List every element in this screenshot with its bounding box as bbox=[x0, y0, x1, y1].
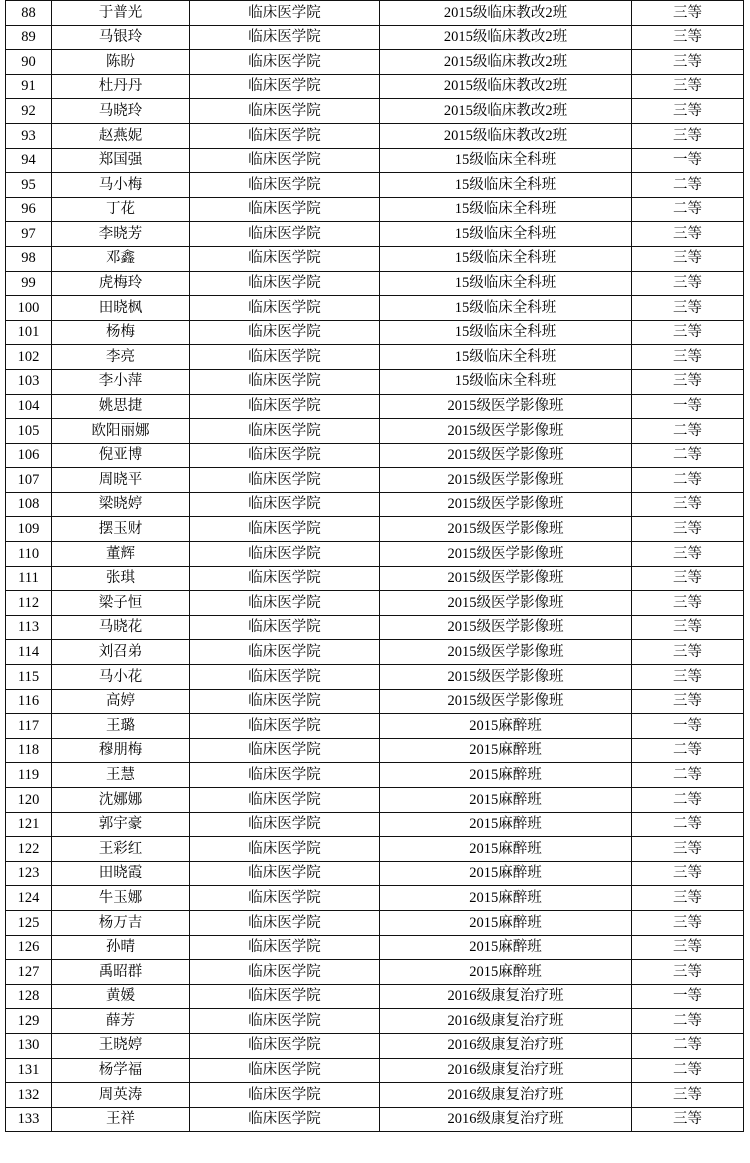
class-name: 2015级医学影像班 bbox=[380, 419, 632, 444]
row-number: 128 bbox=[6, 984, 52, 1009]
row-number: 92 bbox=[6, 99, 52, 124]
award-grade: 三等 bbox=[632, 886, 744, 911]
college-name: 临床医学院 bbox=[190, 246, 380, 271]
award-grade: 三等 bbox=[632, 910, 744, 935]
class-name: 2015麻醉班 bbox=[380, 763, 632, 788]
college-name: 临床医学院 bbox=[190, 296, 380, 321]
class-name: 2015麻醉班 bbox=[380, 886, 632, 911]
table-row bbox=[6, 861, 744, 886]
award-grade: 一等 bbox=[632, 148, 744, 173]
student-name: 李小萍 bbox=[52, 369, 190, 394]
student-name: 王璐 bbox=[52, 714, 190, 739]
row-number: 104 bbox=[6, 394, 52, 419]
college-name: 临床医学院 bbox=[190, 1, 380, 26]
student-name: 于普光 bbox=[52, 1, 190, 26]
class-name: 2015级临床教改2班 bbox=[380, 123, 632, 148]
table-row bbox=[6, 99, 744, 124]
table-row bbox=[6, 173, 744, 198]
table-row bbox=[6, 591, 744, 616]
award-grade: 一等 bbox=[632, 984, 744, 1009]
row-number: 112 bbox=[6, 591, 52, 616]
student-name: 丁花 bbox=[52, 197, 190, 222]
row-number: 121 bbox=[6, 812, 52, 837]
class-name: 15级临床全科班 bbox=[380, 271, 632, 296]
row-number: 122 bbox=[6, 837, 52, 862]
college-name: 临床医学院 bbox=[190, 197, 380, 222]
award-grade: 二等 bbox=[632, 173, 744, 198]
award-grade: 三等 bbox=[632, 591, 744, 616]
college-name: 临床医学院 bbox=[190, 1083, 380, 1108]
class-name: 2015麻醉班 bbox=[380, 960, 632, 985]
award-grade: 三等 bbox=[632, 99, 744, 124]
student-name: 马晓花 bbox=[52, 615, 190, 640]
college-name: 临床医学院 bbox=[190, 689, 380, 714]
student-name: 郑国强 bbox=[52, 148, 190, 173]
class-name: 2015麻醉班 bbox=[380, 788, 632, 813]
award-grade: 一等 bbox=[632, 714, 744, 739]
student-name: 牛玉娜 bbox=[52, 886, 190, 911]
college-name: 临床医学院 bbox=[190, 1009, 380, 1034]
student-name: 梁子恒 bbox=[52, 591, 190, 616]
table-row bbox=[6, 640, 744, 665]
class-name: 2016级康复治疗班 bbox=[380, 984, 632, 1009]
student-name: 王晓婷 bbox=[52, 1033, 190, 1058]
row-number: 114 bbox=[6, 640, 52, 665]
class-name: 15级临床全科班 bbox=[380, 345, 632, 370]
college-name: 临床医学院 bbox=[190, 738, 380, 763]
table-row bbox=[6, 1033, 744, 1058]
row-number: 127 bbox=[6, 960, 52, 985]
award-grade: 三等 bbox=[632, 1083, 744, 1108]
row-number: 116 bbox=[6, 689, 52, 714]
college-name: 临床医学院 bbox=[190, 542, 380, 567]
class-name: 2015级医学影像班 bbox=[380, 640, 632, 665]
class-name: 15级临床全科班 bbox=[380, 148, 632, 173]
college-name: 临床医学院 bbox=[190, 1033, 380, 1058]
class-name: 2015级临床教改2班 bbox=[380, 25, 632, 50]
row-number: 109 bbox=[6, 517, 52, 542]
class-name: 2015级医学影像班 bbox=[380, 591, 632, 616]
class-name: 15级临床全科班 bbox=[380, 320, 632, 345]
award-grade: 三等 bbox=[632, 665, 744, 690]
award-grade: 三等 bbox=[632, 517, 744, 542]
college-name: 临床医学院 bbox=[190, 148, 380, 173]
college-name: 临床医学院 bbox=[190, 123, 380, 148]
college-name: 临床医学院 bbox=[190, 345, 380, 370]
student-name: 穆朋梅 bbox=[52, 738, 190, 763]
class-name: 2015级医学影像班 bbox=[380, 566, 632, 591]
row-number: 123 bbox=[6, 861, 52, 886]
class-name: 15级临床全科班 bbox=[380, 246, 632, 271]
college-name: 临床医学院 bbox=[190, 320, 380, 345]
table-row bbox=[6, 837, 744, 862]
student-name: 田晓霞 bbox=[52, 861, 190, 886]
award-grade: 二等 bbox=[632, 763, 744, 788]
college-name: 临床医学院 bbox=[190, 861, 380, 886]
college-name: 临床医学院 bbox=[190, 99, 380, 124]
row-number: 91 bbox=[6, 74, 52, 99]
table-row bbox=[6, 542, 744, 567]
student-name: 杨梅 bbox=[52, 320, 190, 345]
college-name: 临床医学院 bbox=[190, 788, 380, 813]
table-row bbox=[6, 910, 744, 935]
row-number: 94 bbox=[6, 148, 52, 173]
award-grade: 二等 bbox=[632, 197, 744, 222]
award-grade: 一等 bbox=[632, 394, 744, 419]
college-name: 临床医学院 bbox=[190, 74, 380, 99]
class-name: 2015级临床教改2班 bbox=[380, 1, 632, 26]
college-name: 临床医学院 bbox=[190, 25, 380, 50]
row-number: 133 bbox=[6, 1107, 52, 1132]
row-number: 119 bbox=[6, 763, 52, 788]
row-number: 118 bbox=[6, 738, 52, 763]
student-name: 马小梅 bbox=[52, 173, 190, 198]
table-row bbox=[6, 246, 744, 271]
table-row bbox=[6, 369, 744, 394]
student-name: 郭宇豪 bbox=[52, 812, 190, 837]
student-name: 摆玉财 bbox=[52, 517, 190, 542]
student-name: 邓鑫 bbox=[52, 246, 190, 271]
college-name: 临床医学院 bbox=[190, 812, 380, 837]
award-grade: 三等 bbox=[632, 50, 744, 75]
table-row bbox=[6, 123, 744, 148]
award-grade: 二等 bbox=[632, 788, 744, 813]
award-grade: 三等 bbox=[632, 566, 744, 591]
table-row bbox=[6, 492, 744, 517]
college-name: 临床医学院 bbox=[190, 984, 380, 1009]
table-row bbox=[6, 345, 744, 370]
row-number: 106 bbox=[6, 443, 52, 468]
class-name: 2015级医学影像班 bbox=[380, 492, 632, 517]
class-name: 15级临床全科班 bbox=[380, 222, 632, 247]
class-name: 2015级医学影像班 bbox=[380, 443, 632, 468]
row-number: 88 bbox=[6, 1, 52, 26]
award-grade: 三等 bbox=[632, 542, 744, 567]
class-name: 15级临床全科班 bbox=[380, 296, 632, 321]
table-row bbox=[6, 74, 744, 99]
college-name: 临床医学院 bbox=[190, 640, 380, 665]
student-name: 高婷 bbox=[52, 689, 190, 714]
table-row bbox=[6, 1107, 744, 1132]
student-name: 王慧 bbox=[52, 763, 190, 788]
award-grade: 二等 bbox=[632, 738, 744, 763]
award-grade: 二等 bbox=[632, 1033, 744, 1058]
award-grade: 三等 bbox=[632, 1, 744, 26]
college-name: 临床医学院 bbox=[190, 1107, 380, 1132]
college-name: 临床医学院 bbox=[190, 369, 380, 394]
table-row bbox=[6, 566, 744, 591]
table-row bbox=[6, 886, 744, 911]
award-grade: 三等 bbox=[632, 861, 744, 886]
student-name: 姚思捷 bbox=[52, 394, 190, 419]
student-name: 梁晓婷 bbox=[52, 492, 190, 517]
award-grade: 三等 bbox=[632, 1107, 744, 1132]
table-row bbox=[6, 1009, 744, 1034]
row-number: 103 bbox=[6, 369, 52, 394]
row-number: 100 bbox=[6, 296, 52, 321]
class-name: 2015麻醉班 bbox=[380, 714, 632, 739]
award-grade: 三等 bbox=[632, 640, 744, 665]
class-name: 2015级医学影像班 bbox=[380, 394, 632, 419]
student-name: 禹昭群 bbox=[52, 960, 190, 985]
student-name: 马银玲 bbox=[52, 25, 190, 50]
student-name: 欧阳丽娜 bbox=[52, 419, 190, 444]
student-name: 倪亚博 bbox=[52, 443, 190, 468]
college-name: 临床医学院 bbox=[190, 419, 380, 444]
student-name: 董辉 bbox=[52, 542, 190, 567]
college-name: 临床医学院 bbox=[190, 886, 380, 911]
college-name: 临床医学院 bbox=[190, 173, 380, 198]
college-name: 临床医学院 bbox=[190, 837, 380, 862]
row-number: 107 bbox=[6, 468, 52, 493]
row-number: 131 bbox=[6, 1058, 52, 1083]
college-name: 临床医学院 bbox=[190, 566, 380, 591]
row-number: 90 bbox=[6, 50, 52, 75]
student-name: 田晓枫 bbox=[52, 296, 190, 321]
award-grade: 三等 bbox=[632, 492, 744, 517]
award-grade: 三等 bbox=[632, 369, 744, 394]
student-name: 杨学福 bbox=[52, 1058, 190, 1083]
college-name: 临床医学院 bbox=[190, 665, 380, 690]
college-name: 临床医学院 bbox=[190, 443, 380, 468]
class-name: 2016级康复治疗班 bbox=[380, 1033, 632, 1058]
student-name: 周英涛 bbox=[52, 1083, 190, 1108]
table-row bbox=[6, 984, 744, 1009]
student-name: 孙晴 bbox=[52, 935, 190, 960]
student-name: 李晓芳 bbox=[52, 222, 190, 247]
row-number: 97 bbox=[6, 222, 52, 247]
table-row bbox=[6, 689, 744, 714]
award-grade: 三等 bbox=[632, 960, 744, 985]
class-name: 2016级康复治疗班 bbox=[380, 1107, 632, 1132]
class-name: 2015级临床教改2班 bbox=[380, 99, 632, 124]
table-row bbox=[6, 443, 744, 468]
college-name: 临床医学院 bbox=[190, 50, 380, 75]
table-row bbox=[6, 148, 744, 173]
class-name: 2015级医学影像班 bbox=[380, 615, 632, 640]
award-grade: 三等 bbox=[632, 25, 744, 50]
award-table-body bbox=[6, 1, 744, 1132]
row-number: 120 bbox=[6, 788, 52, 813]
row-number: 93 bbox=[6, 123, 52, 148]
table-row bbox=[6, 394, 744, 419]
table-row bbox=[6, 665, 744, 690]
class-name: 2015麻醉班 bbox=[380, 910, 632, 935]
class-name: 15级临床全科班 bbox=[380, 173, 632, 198]
table-row bbox=[6, 517, 744, 542]
row-number: 96 bbox=[6, 197, 52, 222]
class-name: 2015级医学影像班 bbox=[380, 665, 632, 690]
row-number: 129 bbox=[6, 1009, 52, 1034]
class-name: 2015级医学影像班 bbox=[380, 468, 632, 493]
award-grade: 三等 bbox=[632, 935, 744, 960]
student-name: 李亮 bbox=[52, 345, 190, 370]
table-row bbox=[6, 1058, 744, 1083]
row-number: 124 bbox=[6, 886, 52, 911]
table-row bbox=[6, 468, 744, 493]
student-name: 周晓平 bbox=[52, 468, 190, 493]
class-name: 2015麻醉班 bbox=[380, 837, 632, 862]
college-name: 临床医学院 bbox=[190, 394, 380, 419]
award-grade: 三等 bbox=[632, 246, 744, 271]
college-name: 临床医学院 bbox=[190, 910, 380, 935]
row-number: 115 bbox=[6, 665, 52, 690]
award-grade: 二等 bbox=[632, 812, 744, 837]
award-grade: 三等 bbox=[632, 271, 744, 296]
table-row bbox=[6, 615, 744, 640]
college-name: 临床医学院 bbox=[190, 517, 380, 542]
table-row bbox=[6, 935, 744, 960]
row-number: 89 bbox=[6, 25, 52, 50]
table-row bbox=[6, 960, 744, 985]
student-name: 马小花 bbox=[52, 665, 190, 690]
table-row bbox=[6, 320, 744, 345]
row-number: 130 bbox=[6, 1033, 52, 1058]
table-row bbox=[6, 50, 744, 75]
student-name: 王祥 bbox=[52, 1107, 190, 1132]
award-grade: 三等 bbox=[632, 615, 744, 640]
student-name: 刘召弟 bbox=[52, 640, 190, 665]
award-grade: 二等 bbox=[632, 1058, 744, 1083]
table-row bbox=[6, 812, 744, 837]
student-name: 沈娜娜 bbox=[52, 788, 190, 813]
award-grade: 二等 bbox=[632, 1009, 744, 1034]
college-name: 临床医学院 bbox=[190, 935, 380, 960]
row-number: 117 bbox=[6, 714, 52, 739]
table-row bbox=[6, 763, 744, 788]
class-name: 2016级康复治疗班 bbox=[380, 1083, 632, 1108]
table-row bbox=[6, 419, 744, 444]
class-name: 2015级临床教改2班 bbox=[380, 50, 632, 75]
table-row bbox=[6, 1, 744, 26]
class-name: 2015麻醉班 bbox=[380, 812, 632, 837]
award-grade: 二等 bbox=[632, 419, 744, 444]
table-row bbox=[6, 222, 744, 247]
student-name: 薛芳 bbox=[52, 1009, 190, 1034]
row-number: 99 bbox=[6, 271, 52, 296]
class-name: 2015级临床教改2班 bbox=[380, 74, 632, 99]
college-name: 临床医学院 bbox=[190, 222, 380, 247]
row-number: 105 bbox=[6, 419, 52, 444]
table-row bbox=[6, 788, 744, 813]
student-name: 张琪 bbox=[52, 566, 190, 591]
row-number: 102 bbox=[6, 345, 52, 370]
class-name: 2015麻醉班 bbox=[380, 861, 632, 886]
class-name: 2015级医学影像班 bbox=[380, 542, 632, 567]
award-grade: 三等 bbox=[632, 320, 744, 345]
college-name: 临床医学院 bbox=[190, 468, 380, 493]
row-number: 113 bbox=[6, 615, 52, 640]
college-name: 临床医学院 bbox=[190, 1058, 380, 1083]
row-number: 108 bbox=[6, 492, 52, 517]
table-row bbox=[6, 197, 744, 222]
student-name: 杜丹丹 bbox=[52, 74, 190, 99]
college-name: 临床医学院 bbox=[190, 492, 380, 517]
row-number: 126 bbox=[6, 935, 52, 960]
award-grade: 三等 bbox=[632, 74, 744, 99]
college-name: 临床医学院 bbox=[190, 615, 380, 640]
college-name: 临床医学院 bbox=[190, 591, 380, 616]
student-name: 杨万吉 bbox=[52, 910, 190, 935]
award-grade: 二等 bbox=[632, 468, 744, 493]
class-name: 2016级康复治疗班 bbox=[380, 1009, 632, 1034]
class-name: 2015级医学影像班 bbox=[380, 689, 632, 714]
table-row bbox=[6, 714, 744, 739]
student-name: 陈盼 bbox=[52, 50, 190, 75]
student-name: 王彩红 bbox=[52, 837, 190, 862]
student-name: 马晓玲 bbox=[52, 99, 190, 124]
class-name: 2015麻醉班 bbox=[380, 935, 632, 960]
table-row bbox=[6, 271, 744, 296]
row-number: 98 bbox=[6, 246, 52, 271]
table-row bbox=[6, 738, 744, 763]
award-grade: 三等 bbox=[632, 837, 744, 862]
award-grade: 三等 bbox=[632, 222, 744, 247]
college-name: 临床医学院 bbox=[190, 714, 380, 739]
award-grade: 三等 bbox=[632, 689, 744, 714]
row-number: 110 bbox=[6, 542, 52, 567]
table-row bbox=[6, 296, 744, 321]
college-name: 临床医学院 bbox=[190, 271, 380, 296]
class-name: 2015级医学影像班 bbox=[380, 517, 632, 542]
award-table bbox=[5, 0, 744, 1132]
row-number: 111 bbox=[6, 566, 52, 591]
row-number: 95 bbox=[6, 173, 52, 198]
award-grade: 三等 bbox=[632, 296, 744, 321]
row-number: 132 bbox=[6, 1083, 52, 1108]
row-number: 101 bbox=[6, 320, 52, 345]
table-row bbox=[6, 25, 744, 50]
table-row bbox=[6, 1083, 744, 1108]
college-name: 临床医学院 bbox=[190, 763, 380, 788]
student-name: 虎梅玲 bbox=[52, 271, 190, 296]
award-grade: 三等 bbox=[632, 345, 744, 370]
class-name: 2016级康复治疗班 bbox=[380, 1058, 632, 1083]
row-number: 125 bbox=[6, 910, 52, 935]
class-name: 2015麻醉班 bbox=[380, 738, 632, 763]
college-name: 临床医学院 bbox=[190, 960, 380, 985]
student-name: 黄媛 bbox=[52, 984, 190, 1009]
award-grade: 二等 bbox=[632, 443, 744, 468]
class-name: 15级临床全科班 bbox=[380, 197, 632, 222]
class-name: 15级临床全科班 bbox=[380, 369, 632, 394]
student-name: 赵燕妮 bbox=[52, 123, 190, 148]
award-grade: 三等 bbox=[632, 123, 744, 148]
